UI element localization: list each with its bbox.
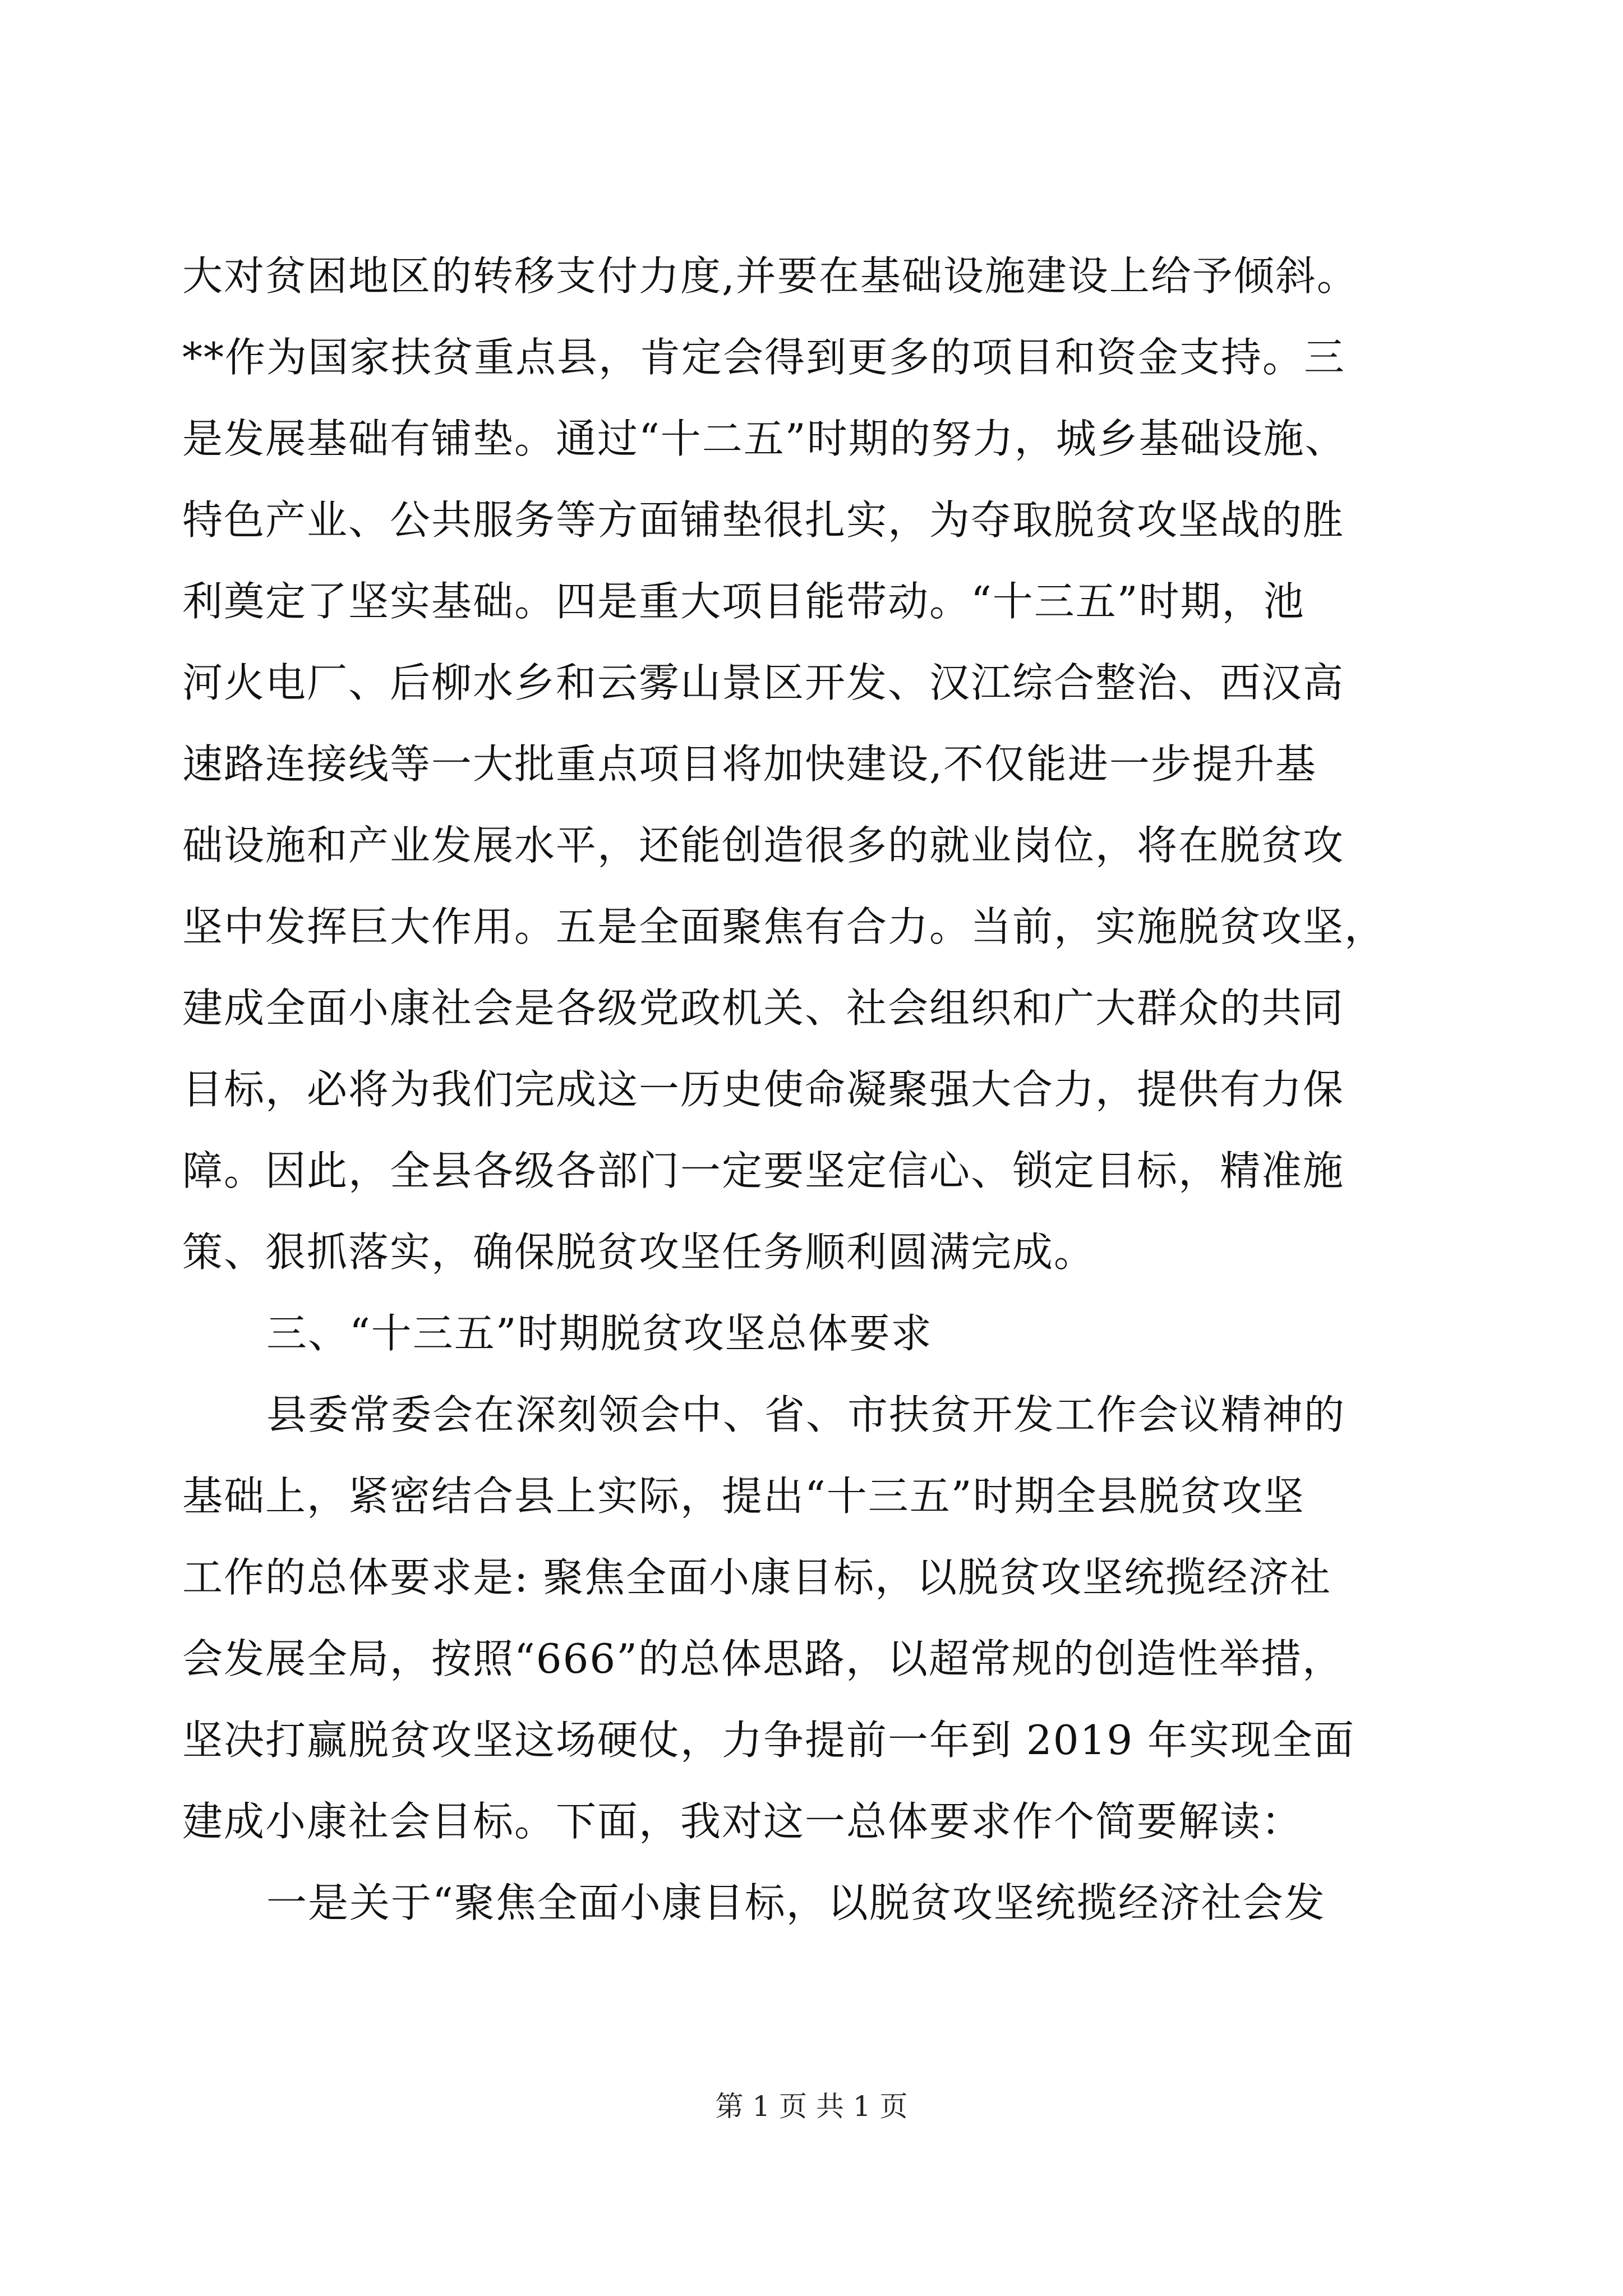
text-line-16: 基础上，紧密结合县上实际，提出“十三五”时期全县脱贫攻坚 [182, 1473, 1305, 1520]
text-line-8: 础设施和产业发展水平，还能创造很多的就业岗位，将在脱贫攻 [182, 822, 1345, 869]
text-line-12: 障。因此，全县各级各部门一定要坚定信心、锁定目标，精准施 [182, 1147, 1345, 1194]
text-line-19: 坚决打赢脱贫攻坚这场硬仗，力争提前一年到 2019 年实现全面 [182, 1717, 1355, 1764]
section-heading: 三、“十三五”时期脱贫攻坚总体要求 [266, 1310, 933, 1357]
text-line-4: 特色产业、公共服务等方面铺垫很扎实，为夺取脱贫攻坚战的胜 [182, 496, 1345, 544]
text-line-17: 工作的总体要求是: 聚焦全面小康目标，以脱贫攻坚统揽经济社 [182, 1554, 1332, 1601]
text-line-7: 速路连接线等一大批重点项目将加快建设,不仅能进一步提升基 [182, 740, 1317, 788]
text-line-5: 利奠定了坚实基础。四是重大项目能带动。“十三五”时期，池 [182, 578, 1305, 625]
text-line-13: 策、狠抓落实，确保脱贫攻坚任务顺利圆满完成。 [182, 1228, 1096, 1276]
body-text [182, 236, 1455, 1944]
page-footer: 第 1 页 共 1 页 [715, 2090, 908, 2123]
text-line-6: 河火电厂、后柳水乡和云雾山景区开发、汉江综合整治、西汉高 [182, 659, 1345, 706]
text-line-1: 大对贫困地区的转移支付力度,并要在基础设施建设上给予倾斜。 [182, 252, 1358, 300]
text-line-21: 一是关于“聚焦全面小康目标，以脱贫攻坚统揽经济社会发 [266, 1879, 1326, 1926]
text-line-3: 是发展基础有铺垫。通过“十二五”时期的努力，城乡基础设施、 [182, 415, 1347, 462]
text-line-10: 建成全面小康社会是各级党政机关、社会组织和广大群众的共同 [182, 984, 1345, 1032]
text-line-9: 坚中发挥巨大作用。五是全面聚焦有合力。当前，实施脱贫攻坚， [182, 903, 1386, 950]
text-line-15: 县委常委会在深刻领会中、省、市扶贫开发工作会议精神的 [266, 1391, 1346, 1438]
text-line-18: 会发展全局，按照“666”的总体思路，以超常规的创造性举措， [182, 1635, 1344, 1682]
text-line-11: 目标，必将为我们完成这一历史使命凝聚强大合力，提供有力保 [182, 1066, 1345, 1113]
text-line-2: **作为国家扶贫重点县，肯定会得到更多的项目和资金支持。三 [182, 334, 1346, 381]
text-line-20: 建成小康社会目标。下面，我对这一总体要求作个简要解读： [182, 1798, 1303, 1845]
